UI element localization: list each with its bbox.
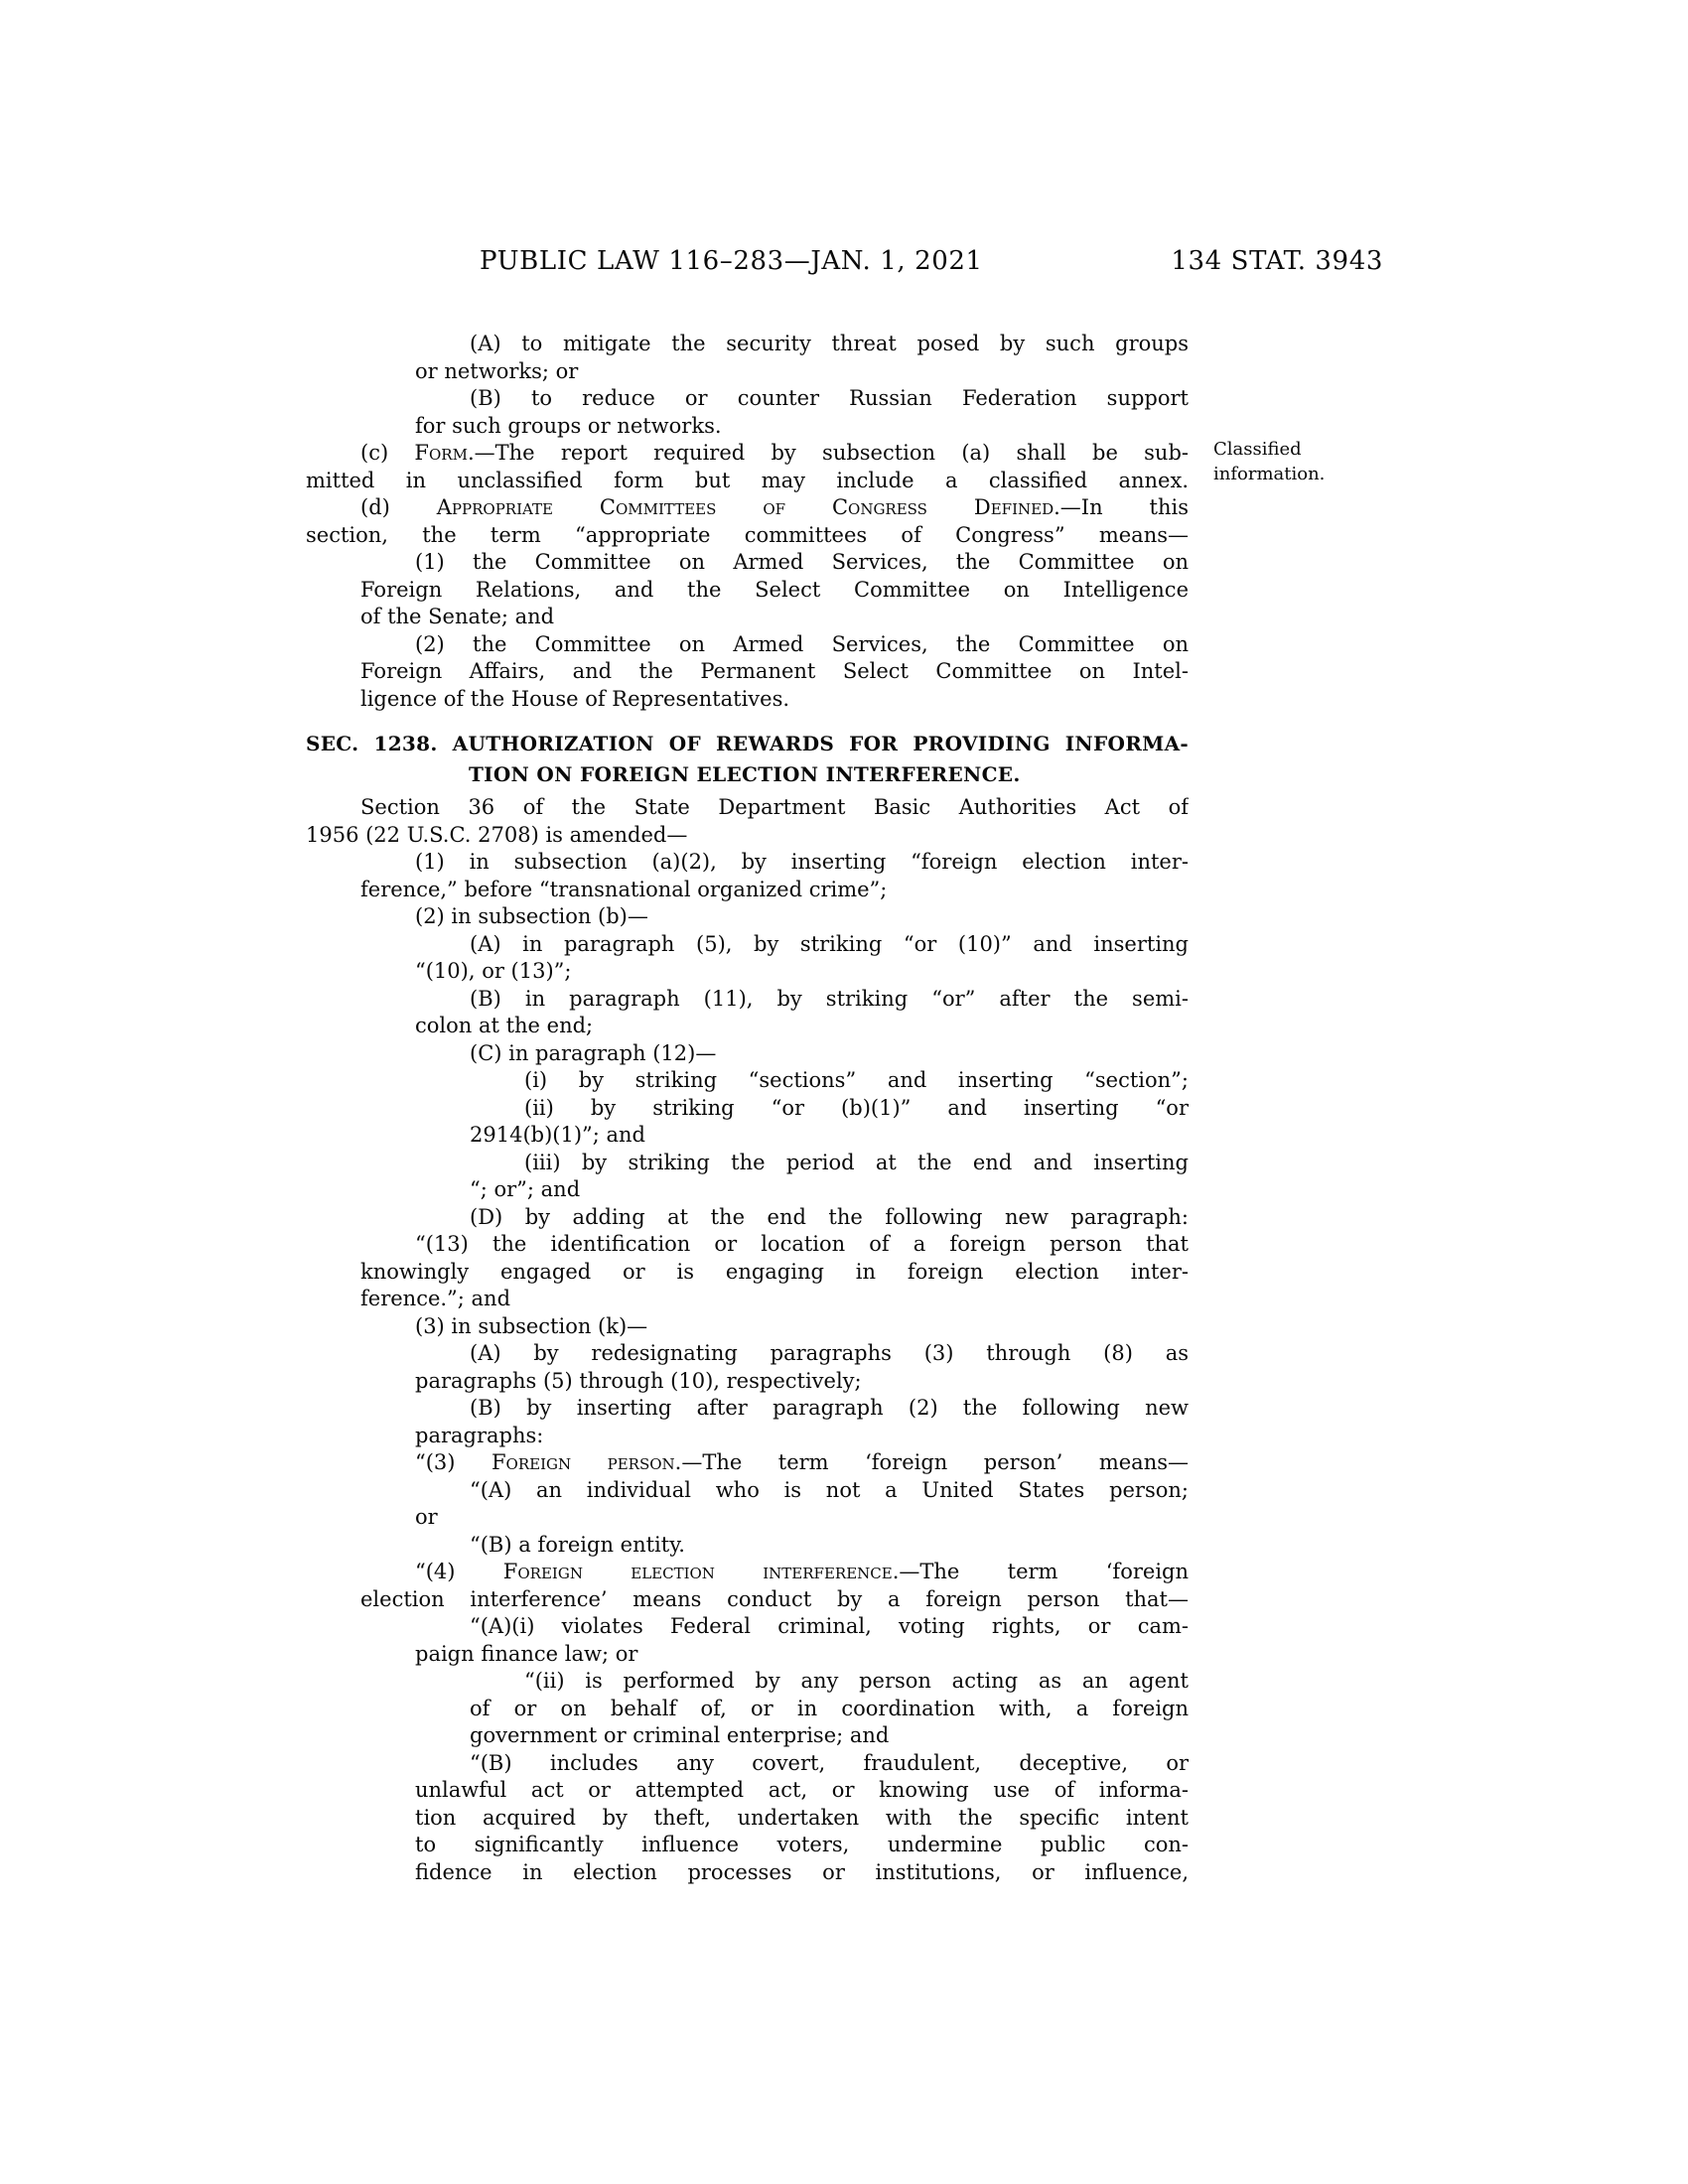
text-line [470,1750,1189,1778]
text-run: ference.”; and [360,1287,511,1310]
text-run: or [415,1505,438,1529]
body-text-lower [306,794,1189,1886]
text-line [415,358,1189,386]
text-run: —The report required by subsection (a) shall be sub- [474,441,1189,465]
text-line [470,1722,1189,1750]
text-run: 2914(b)(1)”; and [470,1123,645,1147]
text-run: —The term ‘foreign [899,1560,1189,1583]
text-line [470,1532,1189,1560]
text-run: tion acquired by theft, undertaken with the specific intent [415,1805,1189,1830]
text-line [415,1641,1189,1669]
text-run: (2) the Committee on Armed Services, the Committee on [415,631,1189,656]
text-line [470,931,1189,959]
text-run: (i) by striking “sections” and inserting “section”; [524,1068,1189,1092]
text-run: fidence in election processes or institutions, or influence, [415,1859,1189,1884]
page-header-stat-number: 134 STAT. 3943 [1171,246,1383,276]
text-line [415,1449,1189,1477]
body-column [306,331,1189,1886]
text-run: (C) in paragraph (12)— [470,1040,717,1065]
text-run: “(A) an individual who is not a United States person; [470,1477,1189,1502]
text-line [415,1859,1189,1887]
text-run: SEC. 1238. AUTHORIZATION OF REWARDS FOR PROVIDING INFORMA- [306,731,1189,755]
text-run: “(4) [415,1560,503,1583]
text-run: Foreign Affairs, and the Permanent Select Committee on Intel- [360,659,1189,683]
text-line [360,1586,1189,1614]
text-line [415,958,1189,986]
text-line [470,1613,1189,1641]
text-run: mitted in unclassified form but may include a classified annex. [306,468,1189,492]
small-caps-run: Appropriate Committees of Congress Defined. [436,495,1060,519]
text-run: (B) by inserting after paragraph (2) the following new [470,1396,1189,1420]
text-run: knowingly engaged or is engaging in foreign election inter- [360,1259,1189,1284]
text-line [470,1176,1189,1204]
text-run: colon at the end; [415,1014,594,1037]
text-run: to significantly influence voters, undermine public con- [415,1833,1189,1856]
text-run: “(3) [415,1450,492,1474]
text-run: (1) the Committee on Armed Services, the Committee on [415,550,1189,574]
text-line [470,1040,1189,1068]
text-run: (B) to reduce or counter Russian Federation support [470,386,1189,410]
section-heading [306,729,1189,790]
text-line [415,413,1189,441]
text-run: section, the term “appropriate committees of Congress” means— [306,522,1189,547]
text-line [415,1777,1189,1805]
margin-note-line: information. [1213,464,1326,484]
text-line [470,986,1189,1014]
text-line [415,1504,1189,1532]
text-line [415,1832,1189,1859]
text-line [415,1231,1189,1259]
text-run: “(ii) is performed by any person acting as an agent [524,1669,1189,1693]
text-line [360,440,1189,468]
text-run: (2) in subsection (b)— [415,904,648,928]
text-run: (A) to mitigate the security threat posed by such groups [470,332,1189,355]
text-run: —The term ‘foreign person’ means— [681,1450,1189,1474]
text-run: (ii) by striking “or (b)(1)” and inserting “or [524,1095,1189,1120]
text-run: unlawful act or attempted act, or knowing use of informa- [415,1778,1189,1802]
text-run: government or criminal enterprise; and [470,1723,890,1747]
text-line [360,1286,1189,1313]
text-line [415,631,1189,659]
heading-line [469,759,1189,790]
text-run: (iii) by striking the period at the end and inserting [524,1150,1189,1174]
text-line [415,1423,1189,1450]
text-run: “(A)(i) violates Federal criminal, voting rights, or cam- [470,1614,1189,1638]
text-line [524,1668,1189,1696]
text-line [360,494,1189,522]
text-line [470,1204,1189,1232]
small-caps-run: Form. [414,441,475,465]
text-run: (d) [360,495,437,519]
text-run: for such groups or networks. [415,413,722,438]
text-run: or networks; or [415,358,579,383]
text-run: (D) by adding at the end the following new paragraph: [470,1204,1189,1229]
text-line [470,1395,1189,1423]
text-line [470,1477,1189,1505]
text-run: Foreign Relations, and the Select Committee on Intelligence [360,577,1189,602]
text-run: of or on behalf of, or in coordination with, a foreign [470,1696,1189,1720]
text-line [306,522,1189,550]
text-run: (1) in subsection (a)(2), by inserting “foreign election inter- [415,850,1189,874]
text-line [360,686,1189,714]
small-caps-run: Foreign person. [491,1450,682,1474]
text-line [415,1368,1189,1396]
text-run: (c) [360,441,415,465]
text-run: election interference’ means conduct by a foreign person that— [360,1586,1189,1611]
text-line [524,1067,1189,1095]
margin-note-classified-information [1213,437,1390,486]
text-line [360,877,1189,904]
text-run: paragraphs (5) through (10), respectively; [415,1368,862,1393]
page-header-title: PUBLIC LAW 116–283—JAN. 1, 2021 [480,246,983,276]
text-line [415,1313,1189,1341]
text-run: (B) in paragraph (11), by striking “or” after the semi- [470,986,1189,1011]
text-run: “(B) includes any covert, fraudulent, deceptive, or [470,1750,1189,1775]
body-text-upper [306,331,1189,713]
text-run: “(B) a foreign entity. [470,1532,685,1557]
text-run: (A) in paragraph (5), by striking “or (10)” and inserting [470,931,1189,956]
text-run: (3) in subsection (k)— [415,1313,648,1338]
text-run: “(10), or (13)”; [415,959,572,983]
text-line [415,849,1189,877]
text-line [415,549,1189,577]
text-line [360,794,1189,822]
text-run: ference,” before “transnational organized crime”; [360,877,888,901]
text-run: “(13) the identification or location of a foreign person that [415,1232,1189,1256]
text-line [470,385,1189,413]
text-line [470,1340,1189,1368]
text-line [470,1122,1189,1150]
text-line [470,331,1189,358]
text-run: Section 36 of the State Department Basic Authorities Act of [360,795,1189,819]
small-caps-run: Foreign election interference. [502,1560,900,1583]
text-line [306,468,1189,495]
text-run: (A) by redesignating paragraphs (3) through (8) as [470,1341,1189,1365]
text-line [306,822,1189,850]
text-run: paragraphs: [415,1423,544,1447]
heading-line [306,729,1189,759]
text-run: 1956 (22 U.S.C. 2708) is amended— [306,822,688,847]
text-line [360,1259,1189,1287]
text-line [360,658,1189,686]
text-line [415,1559,1189,1586]
text-line [360,604,1189,631]
text-run: ligence of the House of Representatives. [360,686,790,711]
text-line [524,1095,1189,1123]
text-run: paign finance law; or [415,1641,638,1666]
text-line [524,1150,1189,1177]
text-line [415,1013,1189,1040]
text-run: “; or”; and [470,1177,581,1201]
text-run: —In this [1059,495,1189,519]
text-line [360,577,1189,605]
text-line [415,1805,1189,1833]
text-run: TION ON FOREIGN ELECTION INTERFERENCE. [469,761,1021,786]
text-line [415,903,1189,931]
margin-note-line: Classified [1213,439,1302,460]
text-run: of the Senate; and [360,605,555,628]
text-line [470,1696,1189,1723]
